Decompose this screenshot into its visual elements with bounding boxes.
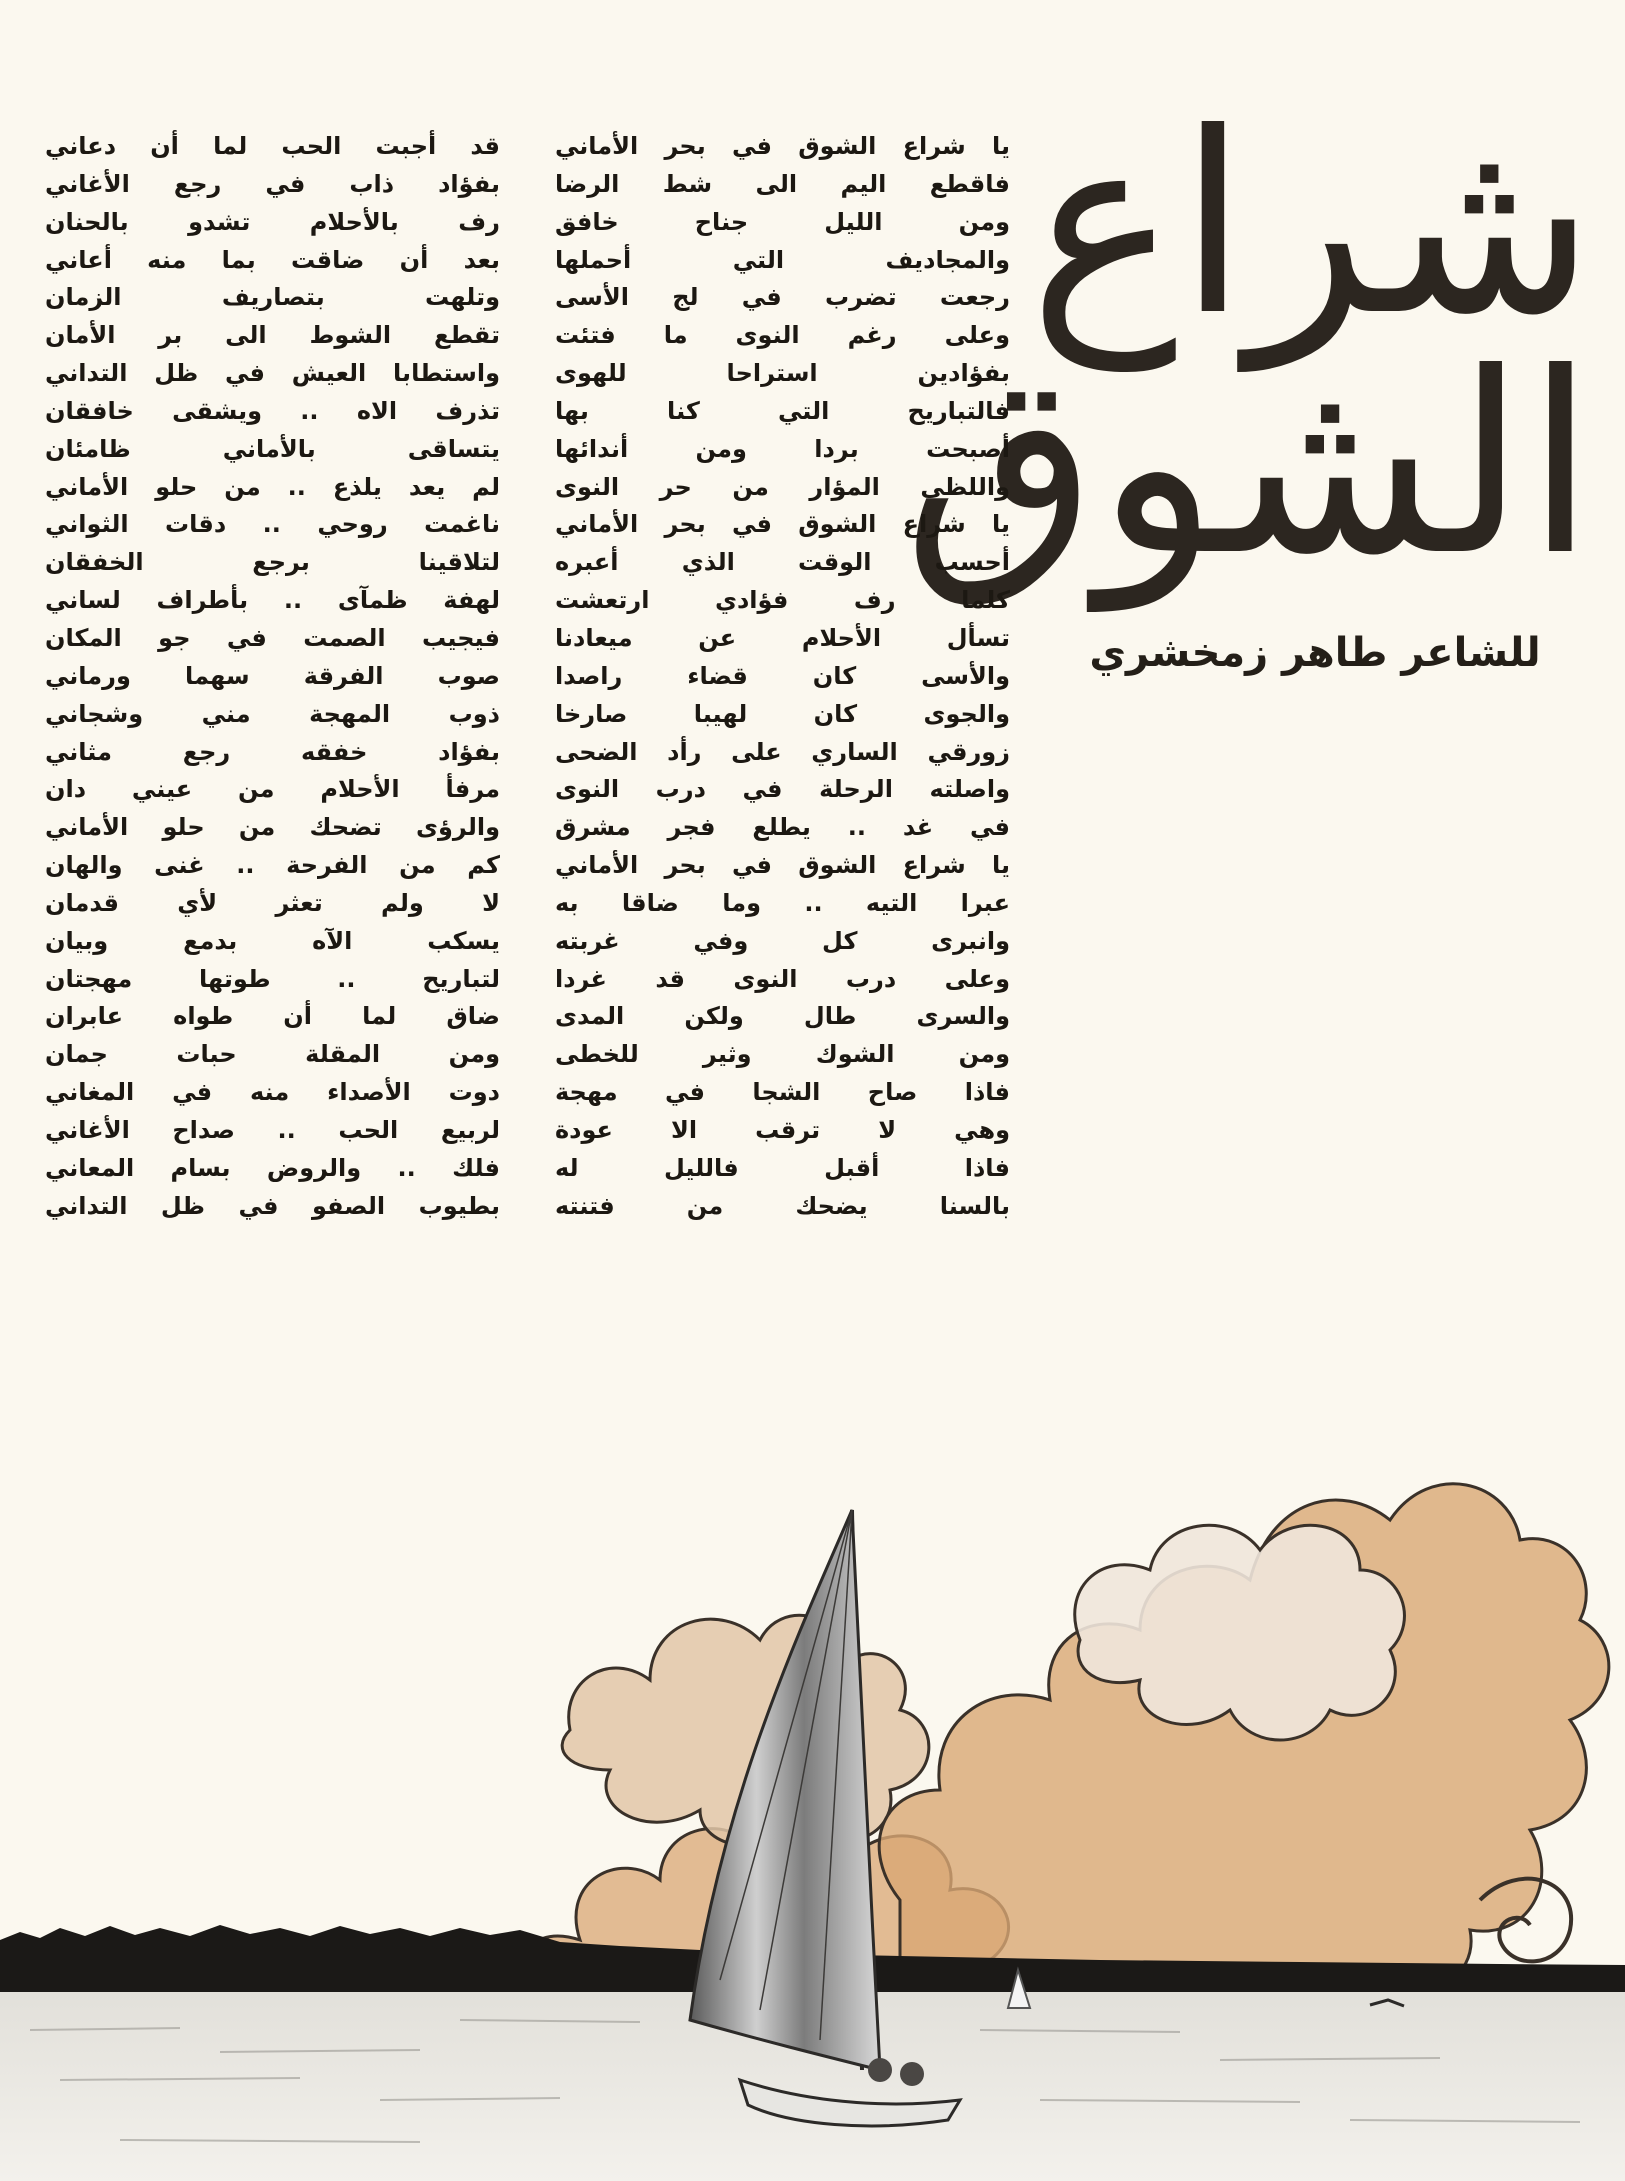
sailboat-clouds-illustration xyxy=(0,1380,1625,2181)
verse-line: يا شراع الشوق في بحر الأماني xyxy=(555,851,1010,880)
verse-line: يسكب الآه بدمع وبيان xyxy=(45,926,500,955)
verse-line: أحسب الوقت الذي أعبره xyxy=(555,548,1010,577)
verse-line: والجوى كان لهيبا صارخا xyxy=(555,699,1010,728)
verse-line: والرؤى تضحك من حلو الأماني xyxy=(45,813,500,842)
verse-line: زورقي الساري على رأد الضحى xyxy=(555,737,1010,766)
poem-title-line-1: شراع xyxy=(1028,79,1595,370)
verse-line: ومن الليل جناح خافق xyxy=(555,207,1010,236)
verse-line: بفؤادين استراحا للهوى xyxy=(555,359,1010,388)
poet-byline: للشاعر طاهر زمخشري xyxy=(1089,630,1541,676)
poem-title-line-2: الشوق xyxy=(903,319,1595,610)
verse-line: رجعت تضرب في لج الأسى xyxy=(555,283,1010,312)
verse-line: دوت الأصداء منه في المغاني xyxy=(45,1078,500,1107)
verse-line: تسأل الأحلام عن ميعادنا xyxy=(555,623,1010,652)
verse-line: ذوب المهجة مني وشجاني xyxy=(45,699,500,728)
verse-line: وانبرى كل وفي غربته xyxy=(555,926,1010,955)
verse-line: كلما رف فؤادي ارتعشت xyxy=(555,586,1010,615)
poem-column-right xyxy=(555,128,1010,1225)
verse-line: والمجاديف التي أحملها xyxy=(555,245,1010,274)
verse-line: لتلاقينا برجع الخفقان xyxy=(45,548,500,577)
verse-line: وعلى رغم النوى ما فتئت xyxy=(555,321,1010,350)
verse-line: واصلته الرحلة في درب النوى xyxy=(555,775,1010,804)
verse-line: مرفأ الأحلام من عيني دان xyxy=(45,775,500,804)
verse-line: يا شراع الشوق في بحر الأماني xyxy=(555,510,1010,539)
verse-line: عبرا التيه .. وما ضاقا به xyxy=(555,888,1010,917)
verse-line: كم من الفرحة .. غنى والهان xyxy=(45,851,500,880)
verse-line: واستطابا العيش في ظل التداني xyxy=(45,359,500,388)
verse-line: بفؤاد ذاب في رجع الأغاني xyxy=(45,169,500,198)
verse-line: فاذا صاح الشجا في مهجة xyxy=(555,1078,1010,1107)
verse-line: ناغمت روحي .. دقات الثواني xyxy=(45,510,500,539)
verse-line: لا ولم تعثر لأي قدمان xyxy=(45,888,500,917)
verse-line: لربيع الحب .. صداح الأغاني xyxy=(45,1115,500,1144)
verse-line: قد أجبت الحب لما أن دعاني xyxy=(45,132,500,160)
verse-line: فاقطع اليم الى شط الرضا xyxy=(555,169,1010,198)
verse-line: لهفة ظمآى .. بأطراف لساني xyxy=(45,586,500,615)
verse-line: رف بالأحلام تشدو بالحنان xyxy=(45,207,500,236)
verse-line: لم يعد يلذع .. من حلو الأماني xyxy=(45,472,500,501)
verse-line: يتساقى بالأماني ظامئان xyxy=(45,434,500,463)
verse-line: والأسى كان قضاء راصدا xyxy=(555,661,1010,690)
verse-line: وهي لا ترقب الا عودة xyxy=(555,1115,1010,1144)
title-block xyxy=(903,79,1595,676)
verse-line: فالتباريح التي كنا بها xyxy=(555,396,1010,425)
verse-line: بفؤاد خفقه رجع مثاني xyxy=(45,737,500,766)
verse-line: واللظى المؤار من حر النوى xyxy=(555,472,1010,501)
verse-line: بطيوب الصفو في ظل التداني xyxy=(45,1191,500,1220)
verse-line: ضاق لما أن طواه عابران xyxy=(45,1002,500,1031)
verse-line: صوب الفرقة سهما ورماني xyxy=(45,661,500,690)
verse-line: يا شراع الشوق في بحر الأماني xyxy=(555,132,1010,160)
poem-column-left xyxy=(45,128,500,1225)
verse-line: لتباريح .. طوتها مهجتان xyxy=(45,964,500,993)
verse-line: بعد أن ضاقت بما منه أعاني xyxy=(45,245,500,274)
verse-line: فاذا أقبل فالليل له xyxy=(555,1153,1010,1182)
verse-line: فيجيب الصمت في جو المكان xyxy=(45,623,500,652)
verse-line: وتلهت بتصاريف الزمان xyxy=(45,283,500,312)
verse-line: تذرف الاه .. ويشقى خافقان xyxy=(45,396,500,425)
verse-line: بالسنا يضحك من فتنته xyxy=(555,1191,1010,1220)
verse-line: ومن الشوك وثير للخطى xyxy=(555,1040,1010,1069)
verse-line: في غد .. يطلع فجر مشرق xyxy=(555,813,1010,842)
verse-line: تقطع الشوط الى بر الأمان xyxy=(45,321,500,350)
verse-line: ومن المقلة حبات جمان xyxy=(45,1040,500,1069)
verse-line: وعلى درب النوى قد غردا xyxy=(555,964,1010,993)
verse-line: والسرى طال ولكن المدى xyxy=(555,1002,1010,1031)
verse-line: أصبحت بردا ومن أندائها xyxy=(555,434,1010,463)
verse-line: فلك .. والروض بسام المعاني xyxy=(45,1153,500,1182)
